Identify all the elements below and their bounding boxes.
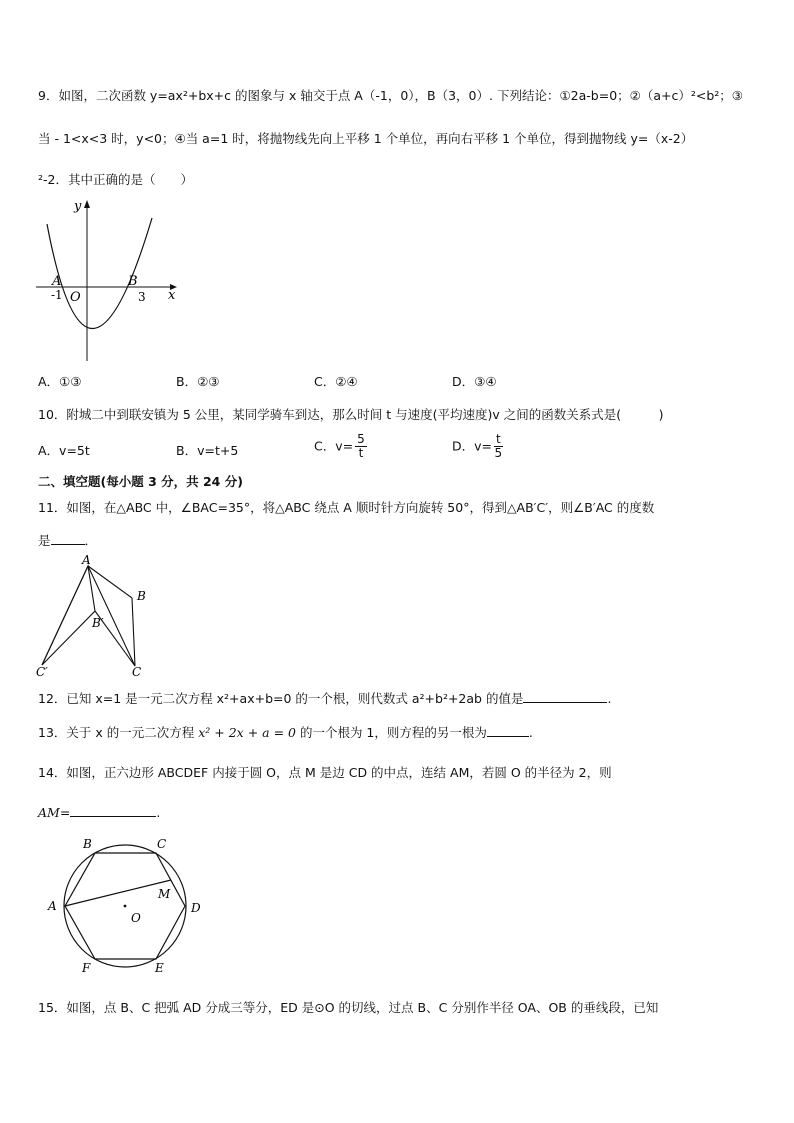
- label-y: y: [74, 199, 82, 214]
- q9-line1: 9．如图，二次函数 y=ax²+bx+c 的图象与 x 轴交于点 A（-1，0），B（3，0）. 下列结论：①2a-b=0；②（a+c）²<b²；③: [38, 88, 743, 103]
- label-B: B: [137, 589, 146, 603]
- label-A: A: [82, 554, 91, 567]
- segment-A-Cprime: [42, 566, 88, 665]
- center-point: [124, 905, 127, 908]
- label-C: C: [132, 665, 142, 679]
- segment-BC: [132, 598, 135, 666]
- label-D: D: [191, 901, 201, 915]
- triangle-ABprimeCprime: [42, 566, 95, 665]
- q11-line1: 11．如图，在△ABC 中，∠BAC=35°，将△ABC 绕点 A 顺时针方向旋转 50°，得到△AB′C′，则∠B′AC 的度数: [38, 500, 655, 515]
- q10-option-c: [314, 433, 367, 460]
- q14-line2-suffix: .: [156, 805, 161, 820]
- q9-option-d: D．③④: [452, 374, 497, 389]
- q11-line2-prefix: 是: [38, 533, 51, 548]
- q10-option-c-fraction: [355, 433, 367, 460]
- label-B: B: [128, 274, 138, 289]
- q10-text: 10．附城二中到联安镇为 5 公里，某同学骑车到达，那么时间 t 与速度(平均速度)v 之间的函数关系式是( ): [38, 407, 664, 422]
- q13-prefix: 13．关于 x 的一元二次方程: [38, 725, 199, 740]
- q14-hexagon-figure: [40, 832, 210, 980]
- q10-option-d-denominator: 5: [494, 446, 503, 460]
- q10-option-b: B．v=t+5: [176, 443, 239, 458]
- q14-line2-prefix: AM=: [38, 805, 71, 820]
- label-x: x: [168, 288, 176, 303]
- label-A: A: [48, 899, 57, 913]
- q11-line2: [38, 532, 97, 549]
- q9-parabola-figure: [34, 196, 184, 366]
- label-3: 3: [138, 290, 146, 304]
- label-O: O: [131, 911, 141, 925]
- q12-suffix: .: [607, 691, 612, 706]
- q11-line2-suffix: ．: [84, 533, 98, 548]
- q13-suffix: .: [528, 725, 533, 740]
- q15-text: 15．如图，点 B、C 把弧 AD 分成三等分，ED 是⊙O 的切线，过点 B、C 分别作半径 OA、OB 的垂线段，已知: [38, 1000, 659, 1015]
- label-neg1: -1: [51, 288, 63, 302]
- q9-option-b: B．②③: [176, 374, 220, 389]
- q10-option-a: A．v=5t: [38, 443, 90, 458]
- q13-middle: 的一个根为 1，则方程的另一根为: [295, 725, 487, 740]
- q14-answer-blank[interactable]: [70, 804, 156, 817]
- q12-text: 12．已知 x=1 是一元二次方程 x²+ax+b=0 的一个根，则代数式 a²+b²+2ab 的值是: [38, 691, 524, 706]
- label-E: E: [155, 961, 164, 975]
- q11-rotation-figure: [34, 554, 164, 680]
- section-2-title: 二、填空题(每小题 3 分，共 24 分): [38, 474, 243, 489]
- q11-answer-blank[interactable]: [51, 532, 85, 545]
- q13-line: [38, 724, 533, 741]
- q10-option-c-prefix: C．v=: [314, 438, 354, 454]
- q10-option-d-numerator: t: [496, 432, 501, 446]
- q13-answer-blank[interactable]: [487, 724, 529, 737]
- q10-option-d-prefix: D．v=: [452, 438, 492, 454]
- label-C: C: [157, 837, 167, 851]
- q9-option-a: A．①③: [38, 374, 82, 389]
- label-Cprime: C′: [36, 665, 48, 679]
- q12-answer-blank[interactable]: [523, 690, 607, 703]
- q10-option-c-numerator: 5: [357, 432, 365, 446]
- y-axis-arrow: [84, 200, 90, 208]
- q14-line2: [38, 804, 160, 821]
- label-O: O: [70, 290, 81, 305]
- q9-line3: ²-2．其中正确的是（ ）: [38, 172, 193, 187]
- q10-option-c-denominator: t: [358, 446, 364, 460]
- label-M: M: [158, 887, 171, 901]
- q12-line: [38, 690, 611, 707]
- q14-line1: 14．如图，正六边形 ABCDEF 内接于圆 O，点 M 是边 CD 的中点，连结 AM，若圆 O 的半径为 2，则: [38, 765, 612, 780]
- q9-line2: 当 - 1<x<3 时，y<0；④当 a=1 时，将抛物线先向上平移 1 个单位，再向右平移 1 个单位，得到抛物线 y=（x-2）: [38, 131, 694, 146]
- label-Bprime: B′: [92, 616, 104, 630]
- label-A: A: [52, 274, 62, 289]
- label-B: B: [83, 837, 92, 851]
- q10-option-d-fraction: [494, 433, 503, 460]
- q10-option-d: [452, 433, 503, 460]
- segment-AM: [65, 880, 171, 906]
- q13-equation: x² + 2x + a = 0: [198, 725, 296, 740]
- label-F: F: [82, 961, 91, 975]
- q9-option-c: C．②④: [314, 374, 358, 389]
